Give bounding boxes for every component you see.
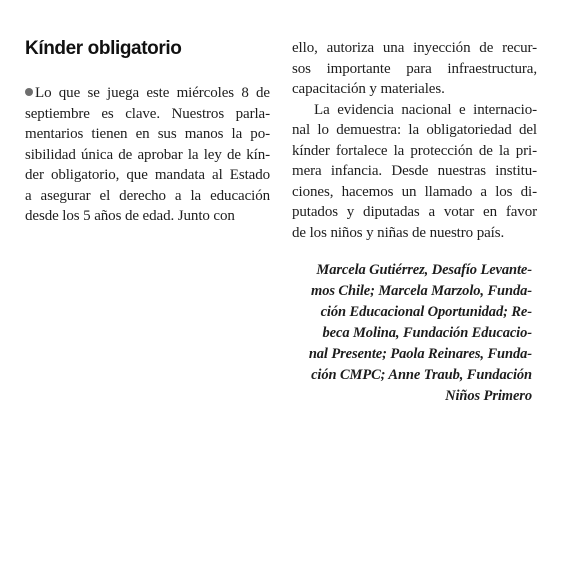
text-line: kínder fortalece la protección de la pri- xyxy=(292,142,537,159)
article-title: Kínder obligatorio xyxy=(25,38,182,59)
text-line: nal lo demuestra: la obligatoriedad del xyxy=(292,122,537,138)
text-line: a asegurar el derecho a la educación xyxy=(25,187,270,204)
signature-line: Niños Primero xyxy=(445,388,532,404)
text-line xyxy=(25,83,270,104)
signature-line: ción Educacional Oportunidad; Re- xyxy=(320,304,532,320)
text-line: desde los 5 años de edad. Junto con xyxy=(25,208,235,224)
right-column xyxy=(292,38,537,243)
signature-line: beca Molina, Fundación Educacio- xyxy=(322,325,532,341)
signature-line: nal Presente; Paola Reinares, Funda- xyxy=(308,346,532,362)
left-column xyxy=(25,83,270,227)
paragraph-evidence xyxy=(292,100,537,244)
bullet-icon xyxy=(25,88,33,96)
text-line: mera infancia. Desde nuestras institu- xyxy=(292,163,537,179)
text-line: La evidencia nacional e internacio- xyxy=(314,101,537,118)
text-line: septiembre es clave. Nuestros parla- xyxy=(25,105,270,122)
text-line: sos importante para infraestructura, xyxy=(292,60,537,77)
text-line: putados y diputadas a votar en favor xyxy=(292,204,537,220)
signature-line: Marcela Gutiérrez, Desafío Levante- xyxy=(316,262,532,278)
text-line: mentarios tienen en sus manos la po- xyxy=(25,126,270,142)
text-line: der obligatorio, que mandata al Estado xyxy=(25,167,270,183)
signature-block xyxy=(292,260,532,407)
signature-line: mos Chile; Marcela Marzolo, Funda- xyxy=(311,283,532,299)
text-line: ciones, hacemos un llamado a los di- xyxy=(292,183,537,200)
text-line: sibilidad única de aprobar la ley de kín- xyxy=(25,146,270,163)
text-line-content: Lo que se juega este miércoles 8 de xyxy=(35,85,270,101)
signature-line: ción CMPC; Anne Traub, Fundación xyxy=(311,367,532,383)
text-line: capacitación y materiales. xyxy=(292,81,445,97)
text-line: ello, autoriza una inyección de recur- xyxy=(292,40,537,56)
text-line: de los niños y niñas de nuestro país. xyxy=(292,224,505,241)
paragraph-continuation xyxy=(292,38,537,100)
